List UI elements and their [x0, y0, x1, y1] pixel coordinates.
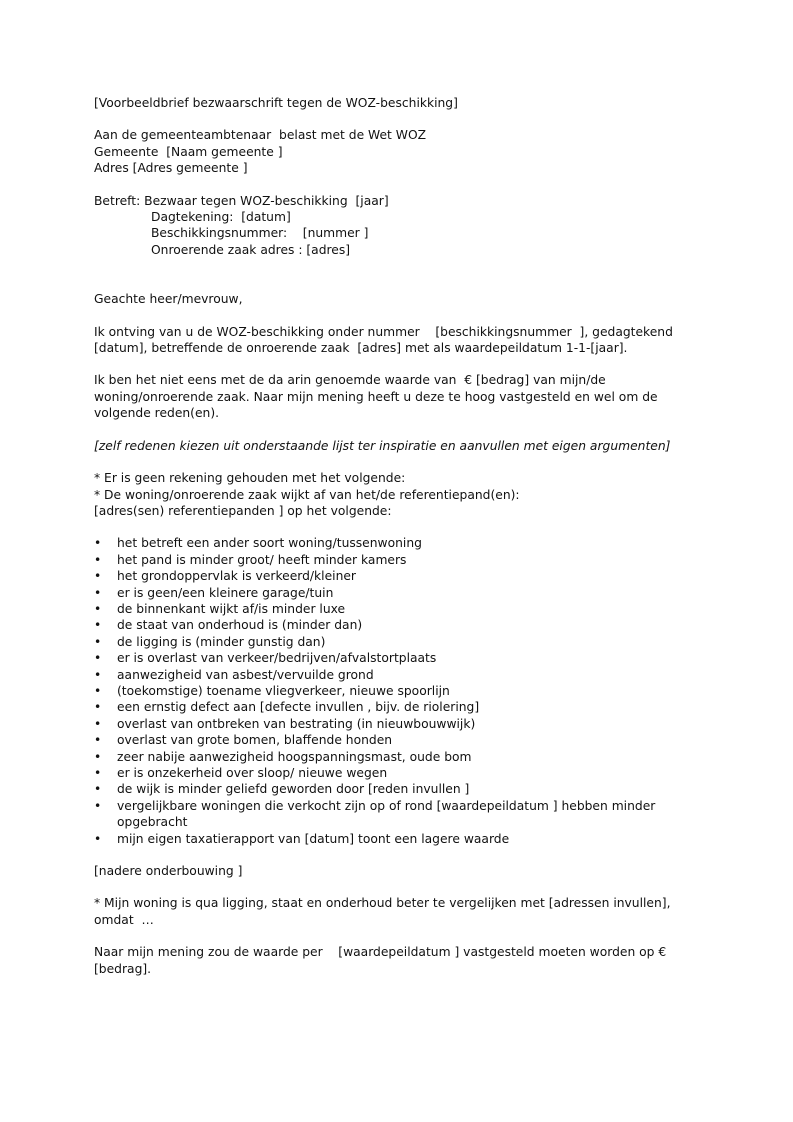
reason-not-considered: * Er is geen rekening gehouden met het volgende: — [94, 471, 406, 486]
list-item: • het betreft een ander soort woning/tussenwoning — [94, 536, 422, 551]
subject-line: Betreft: Bezwaar tegen WOZ-beschikking [jaar] — [94, 193, 389, 208]
bullet-icon: • — [94, 766, 102, 780]
list-item: • aanwezigheid van asbest/vervuilde grond — [94, 667, 374, 682]
bullet-icon: • — [94, 552, 102, 567]
bullet-icon: • — [94, 683, 102, 698]
recipient-address: Adres [Adres gemeente ] — [94, 161, 248, 176]
bullet-icon: • — [94, 733, 102, 748]
bullet-icon: • — [94, 716, 102, 731]
reasons-list — [94, 535, 714, 847]
letter-page — [94, 95, 714, 977]
list-item: • mijn eigen taxatierapport van [datum] toont een lagere waarde — [94, 831, 510, 846]
bullet-icon: • — [94, 749, 102, 764]
bullet-icon: • — [94, 634, 102, 649]
further-substantiation: [nadere onderbouwing ] — [94, 864, 243, 879]
bullet-icon: • — [94, 651, 102, 666]
subject-date: Dagtekening: [datum] — [151, 210, 291, 225]
bullet-icon: • — [94, 798, 102, 813]
bullet-icon: • — [94, 585, 102, 600]
list-item: • het pand is minder groot/ heeft minder kamers — [94, 552, 407, 567]
closing-paragraph: Naar mijn mening zou de waarde per [waardepeildatum ] vastgesteld moeten worden op € [bedrag]. — [94, 945, 671, 976]
bullet-icon: • — [94, 667, 102, 682]
list-item: • de wijk is minder geliefd geworden door [reden invullen ] — [94, 782, 470, 797]
list-item: • overlast van grote bomen, blaffende honden — [94, 733, 393, 748]
subject-number: Beschikkingsnummer: [nummer ] — [151, 226, 369, 241]
list-item: • het grondoppervlak is verkeerd/kleiner — [94, 569, 356, 584]
instruction-note: [zelf redenen kiezen uit onderstaande lijst ter inspiratie en aanvullen met eigen argumenten] — [94, 438, 671, 453]
list-item: • zeer nabije aanwezigheid hoogspanningsmast, oude bom — [94, 749, 472, 764]
list-item: • de staat van onderhoud is (minder dan) — [94, 618, 363, 633]
bullet-icon: • — [94, 569, 102, 584]
recipient-municipality: Gemeente [Naam gemeente ] — [94, 144, 283, 159]
bullet-icon: • — [94, 831, 102, 846]
subject-property-address: Onroerende zaak adres : [adres] — [151, 242, 351, 257]
list-item: • overlast van ontbreken van bestrating (in nieuwbouwwijk) — [94, 716, 476, 731]
reference-addresses: [adres(sen) referentiepanden ] op het volgende: — [94, 503, 392, 518]
list-item: • er is onzekerheid over sloop/ nieuwe wegen — [94, 766, 388, 780]
bullet-icon: • — [94, 618, 102, 633]
list-item: • er is overlast van verkeer/bedrijven/afvalstortplaats — [94, 651, 437, 666]
list-item: • een ernstig defect aan [defecte invullen , bijv. de riolering] — [94, 700, 480, 715]
bullet-icon: • — [94, 601, 102, 616]
letter-title: [Voorbeeldbrief bezwaarschrift tegen de WOZ-beschikking] — [94, 96, 458, 110]
list-item: • de binnenkant wijkt af/is minder luxe — [94, 601, 346, 616]
paragraph-disagree: Ik ben het niet eens met de da arin genoemde waarde van € [bedrag] van mijn/de woning/onroerende zaak. Naar mijn mening heeft u deze te hoog vastgesteld en wel om de volgende reden(en). — [94, 373, 662, 421]
list-item: • de ligging is (minder gunstig dan) — [94, 634, 326, 649]
list-item: • er is geen/een kleinere garage/tuin — [94, 585, 334, 600]
list-item: • vergelijkbare woningen die verkocht zijn op of rond [waardepeildatum ] hebben minder opgebracht — [94, 798, 656, 830]
bullet-icon: • — [94, 700, 102, 715]
bullet-icon: • — [94, 782, 102, 797]
reason-deviates: * De woning/onroerende zaak wijkt af van het/de referentiepand(en): — [94, 487, 520, 502]
bullet-icon: • — [94, 536, 102, 551]
list-item: • (toekomstige) toename vliegverkeer, nieuwe spoorlijn — [94, 683, 450, 698]
recipient-line: Aan de gemeenteambtenaar belast met de Wet WOZ — [94, 128, 427, 143]
salutation: Geachte heer/mevrouw, — [94, 292, 243, 307]
paragraph-received: Ik ontving van u de WOZ-beschikking onder nummer [beschikkingsnummer ], gedagtekend [datum], betreffende de onroerende zaak [adres] met als waardepeildatum 1-1-[jaar]. — [94, 324, 681, 356]
comparison-paragraph: * Mijn woning is qua ligging, staat en onderhoud beter te vergelijken met [adressen invullen], omdat … — [94, 896, 675, 927]
